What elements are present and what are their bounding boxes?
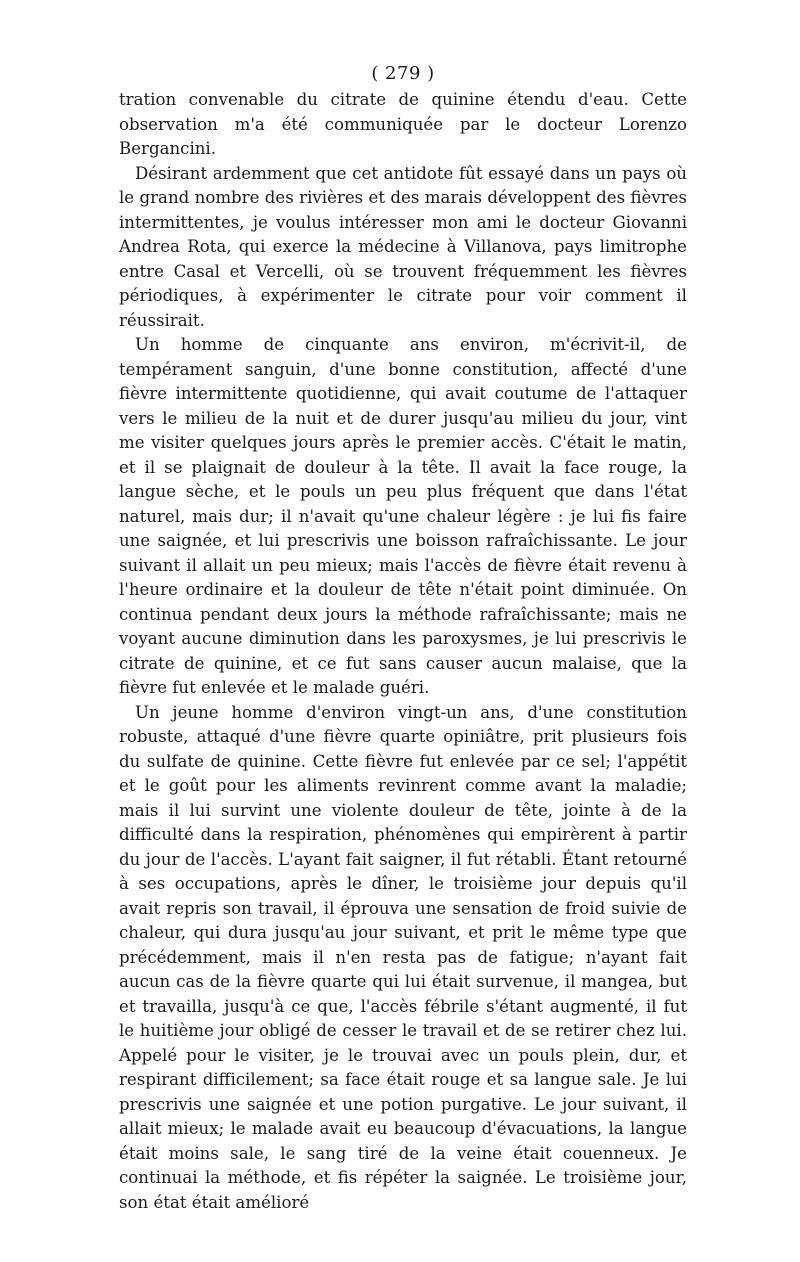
- page-number: ( 279 ): [371, 63, 435, 84]
- book-page: [119, 62, 687, 1215]
- paragraph-rota: Désirant ardemment que cet antidote fût essayé dans un pays où le grand nombre des rivières et des marais développent des fièvres intermittentes, je voulus intéresser mon ami le docteur Giovanni Andrea Rota, qui exerce la médecine à Villanova, pays limitrophe entre Casal et Vercelli, où se trouvent fréquemment les fièvres périodiques, à expérimenter le citrate pour voir comment il réussirait.: [119, 163, 687, 330]
- paragraph-case-one: Un homme de cinquante ans environ, m'écrivit-il, de tempérament sanguin, d'une bonne constitution, affecté d'une fièvre intermittente quotidienne, qui avait coutume de l'attaquer vers le milieu de la nuit et de durer jusqu'au milieu du jour, vint me visiter quelques jours après le premier accès. C'était le matin, et il se plaignait de douleur à la tête. Il avait la face rouge, la langue sèche, et le pouls un peu plus fréquent que dans l'état naturel, mais dur; il n'avait qu'une chaleur légère : je lui fis faire une saignée, et lui prescrivis une boisson rafraîchissante. Le jour suivant il allait un peu mieux; mais l'accès de fièvre était revenu à l'heure ordinaire et la douleur de tête n'était point diminuée. On continua pendant deux jours la méthode rafraîchissante; mais ne voyant aucune diminution dans les paroxysmes, je lui prescrivis le citrate de quinine, et ce fut sans causer aucun malaise, que la fièvre fut enlevée et le malade guéri.: [119, 335, 687, 697]
- paragraph-case-two: Un jeune homme d'environ vingt-un ans, d'une constitution robuste, attaqué d'une fièvre quarte opiniâtre, prit plusieurs fois du sulfate de quinine. Cette fièvre fut enlevée par ce sel; l'appétit et le goût pour les aliments revinrent comme avant la maladie; mais il lui survint une violente douleur de tête, jointe à de la difficulté dans la respiration, phénomènes qui empirèrent à partir du jour de l'accès. L'ayant fait saigner, il fut rétabli. Étant retourné à ses occupations, après le dîner, le troisième jour depuis qu'il avait repris son travail, il éprouva une sensation de froid suivie de chaleur, qui dura jusqu'au jour suivant, et prit le même type que précédemment, mais il n'en resta pas de fatigue; n'ayant fait aucun cas de la fièvre quarte qui lui était survenue, il mangea, but et travailla, jusqu'à ce que, l'accès fébrile s'étant augmenté, il fut le huitième jour obligé de cesser le travail et de se retirer chez lui. Appelé pour le visiter, je le trouvai avec un pouls plein, dur, et respirant difficilement; sa face était rouge et sa langue sale. Je lui prescrivis une saignée et une potion purgative. Le jour suivant, il allait mieux; le malade avait eu beaucoup d'évacuations, la langue était moins sale, le sang tiré de la veine était couenneux. Je continuai la méthode, et fis répéter la saignée. Le troisième jour, son état était amélioré: [119, 702, 687, 1212]
- paragraph-continuation: tration convenable du citrate de quinine étendu d'eau. Cette observation m'a été communiquée par le docteur Lorenzo Bergancini.: [119, 90, 687, 158]
